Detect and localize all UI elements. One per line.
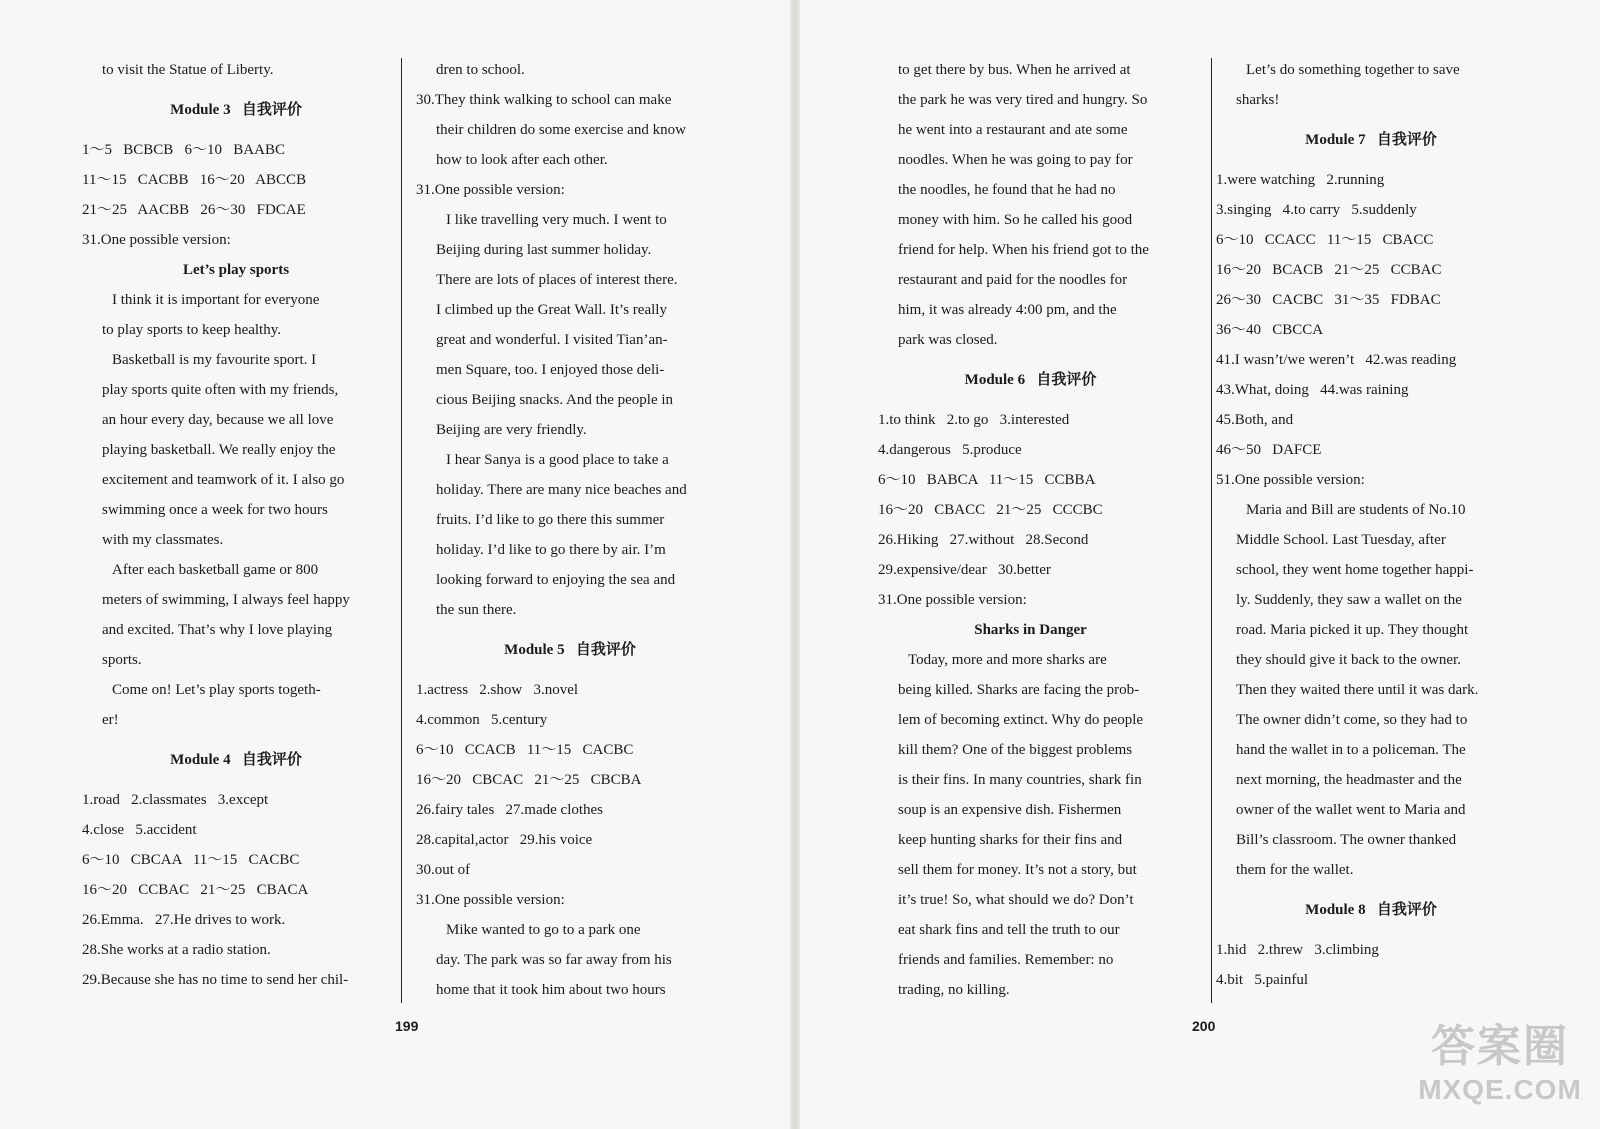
text-line: him, it was already 4:00 pm, and the (898, 302, 1117, 318)
text-line: soup is an expensive dish. Fishermen (898, 802, 1122, 818)
text-line: 26.fairy tales 27.made clothes (416, 802, 604, 818)
text-line: 4.close 5.accident (82, 822, 197, 838)
text-line: 16～20 BCACB 21～25 CCBAC (1216, 262, 1442, 278)
text-line: with my classmates. (102, 532, 224, 548)
text-line: 16～20 CCBAC 21～25 CBACA (82, 882, 309, 898)
text-line: their children do some exercise and know (436, 122, 686, 138)
text-line: I climbed up the Great Wall. It’s really (436, 302, 667, 318)
text-line: Bill’s classroom. The owner thanked (1236, 832, 1457, 848)
text-line: Middle School. Last Tuesday, after (1236, 532, 1446, 548)
text-line: 1.to think 2.to go 3.interested (878, 412, 1070, 428)
text-line: next morning, the headmaster and the (1236, 772, 1462, 788)
book-gutter (790, 0, 800, 1129)
watermark-logo (1410, 1021, 1590, 1121)
text-line: the noodles, he found that he had no (898, 182, 1116, 198)
text-line: I like travelling very much. I went to (446, 212, 667, 228)
page-number: 200 (1192, 1018, 1216, 1034)
text-line: After each basketball game or 800 (112, 562, 319, 578)
text-line: Beijing during last summer holiday. (436, 242, 652, 258)
text-line: fruits. I’d like to go there this summer (436, 512, 665, 528)
text-line: 30.out of (416, 862, 471, 878)
text-line: 6～10 CCACB 11～15 CACBC (416, 742, 634, 758)
text-line: hand the wallet in to a policeman. The (1236, 742, 1466, 758)
text-line: to visit the Statue of Liberty. (102, 62, 274, 78)
text-line: 26.Emma. 27.He drives to work. (82, 912, 286, 928)
text-line: There are lots of places of interest there. (436, 272, 678, 288)
text-line: 4.common 5.century (416, 712, 548, 728)
text-line: sell them for money. It’s not a story, but (898, 862, 1137, 878)
text-line: lem of becoming extinct. Why do people (898, 712, 1144, 728)
text-line: 45.Both, and (1216, 412, 1294, 428)
module-heading: Module 6 自我评价 (964, 372, 1097, 388)
text-line: excitement and teamwork of it. I also go (102, 472, 345, 488)
text-line: 31.One possible version: (82, 232, 231, 248)
module-heading: Module 8 自我评价 (1305, 902, 1437, 918)
text-line: 41.I wasn’t/we weren’t 42.was reading (1216, 352, 1457, 368)
text-line: meters of swimming, I always feel happy (102, 592, 350, 608)
essay-title: Let’s play sports (182, 262, 290, 278)
text-line: being killed. Sharks are facing the prob- (898, 682, 1140, 698)
module-heading: Module 7 自我评价 (1305, 132, 1437, 148)
column-divider (1211, 58, 1212, 1003)
text-line: Then they waited there until it was dark. (1236, 682, 1479, 698)
text-line: kill them? One of the biggest problems (898, 742, 1133, 758)
text-line: 1.actress 2.show 3.novel (416, 682, 579, 698)
watermark-line-2: MXQE.COM (1418, 1074, 1582, 1105)
text-line: restaurant and paid for the noodles for (898, 272, 1128, 288)
text-line: 16～20 CBACC 21～25 CCCBC (878, 502, 1103, 518)
text-line: is their fins. In many countries, shark fin (898, 772, 1142, 788)
text-line: playing basketball. We really enjoy the (102, 442, 336, 458)
right-column-2 (1216, 55, 1526, 995)
right-page (800, 0, 1600, 1129)
text-line: school, they went home together happi- (1236, 562, 1474, 578)
text-line: 6～10 CCACC 11～15 CBACC (1216, 232, 1434, 248)
text-line: 6～10 BABCA 11～15 CCBBA (878, 472, 1096, 488)
text-line: 31.One possible version: (416, 182, 565, 198)
text-line: 4.dangerous 5.produce (878, 442, 1022, 458)
text-line: the sun there. (436, 602, 517, 618)
text-line: how to look after each other. (436, 152, 608, 168)
text-line: Today, more and more sharks are (908, 652, 1107, 668)
text-line: 46～50 DAFCE (1216, 442, 1322, 458)
module-heading: Module 3 自我评价 (170, 102, 302, 118)
text-line: The owner didn’t come, so they had to (1236, 712, 1468, 728)
text-line: Let’s do something together to save (1246, 62, 1460, 78)
text-line: noodles. When he was going to pay for (898, 152, 1133, 168)
text-line: ly. Suddenly, they saw a wallet on the (1236, 592, 1462, 608)
text-line: eat shark fins and tell the truth to our (898, 922, 1120, 938)
text-line: holiday. There are many nice beaches and (436, 482, 687, 498)
page-number: 199 (395, 1018, 419, 1034)
text-line: them for the wallet. (1236, 862, 1354, 878)
text-line: 1.hid 2.threw 3.climbing (1216, 942, 1379, 958)
watermark-line-1: 答案圈 (1431, 1022, 1569, 1071)
text-line: men Square, too. I enjoyed those deli- (436, 362, 665, 378)
text-line: 51.One possible version: (1216, 472, 1365, 488)
module-heading: Module 5 自我评价 (504, 642, 636, 658)
text-line: 16～20 CBCAC 21～25 CBCBA (416, 772, 642, 788)
left-page (0, 0, 790, 1129)
text-line: day. The park was so far away from his (436, 952, 672, 968)
text-line: 6～10 CBCAA 11～15 CACBC (82, 852, 300, 868)
text-line: holiday. I’d like to go there by air. I’m (436, 542, 666, 558)
text-line: swimming once a week for two hours (102, 502, 328, 518)
text-line: home that it took him about two hours (436, 982, 666, 998)
text-line: keep hunting sharks for their fins and (898, 832, 1123, 848)
text-line: 1.were watching 2.running (1216, 172, 1385, 188)
text-line: they should give it back to the owner. (1236, 652, 1461, 668)
text-line: Beijing are very friendly. (436, 422, 587, 438)
text-line: friends and families. Remember: no (898, 952, 1114, 968)
text-line: 28.capital,actor 29.his voice (416, 832, 593, 848)
text-line: 4.bit 5.painful (1216, 972, 1309, 988)
text-line: I hear Sanya is a good place to take a (446, 452, 669, 468)
text-line: 36～40 CBCCA (1216, 322, 1324, 338)
text-line: friend for help. When his friend got to the (898, 242, 1149, 258)
text-line: Mike wanted to go to a park one (446, 922, 641, 938)
text-line: money with him. So he called his good (898, 212, 1133, 228)
text-line: an hour every day, because we all love (102, 412, 334, 428)
text-line: Maria and Bill are students of No.10 (1246, 502, 1466, 518)
text-line: 30.They think walking to school can make (416, 92, 672, 108)
text-line: 1～5 BCBCB 6～10 BAABC (82, 142, 285, 158)
right-column-1 (878, 55, 1183, 1005)
text-line: owner of the wallet went to Maria and (1236, 802, 1466, 818)
text-line: park was closed. (898, 332, 998, 348)
text-line: dren to school. (436, 62, 525, 78)
text-line: 3.singing 4.to carry 5.suddenly (1216, 202, 1417, 218)
text-line: looking forward to enjoying the sea and (436, 572, 676, 588)
column-divider (401, 58, 402, 1003)
text-line: 11～15 CACBB 16～20 ABCCB (82, 172, 307, 188)
text-line: it’s true! So, what should we do? Don’t (898, 892, 1134, 908)
text-line: 29.Because she has no time to send her chil- (82, 972, 349, 988)
left-column-1 (82, 55, 390, 995)
module-heading: Module 4 自我评价 (170, 752, 302, 768)
text-line: 31.One possible version: (416, 892, 565, 908)
text-line: to play sports to keep healthy. (102, 322, 281, 338)
text-line: great and wonderful. I visited Tian’an- (436, 332, 668, 348)
text-line: cious Beijing snacks. And the people in (436, 392, 674, 408)
text-line: 26～30 CACBC 31～35 FDBAC (1216, 292, 1441, 308)
text-line: road. Maria picked it up. They thought (1236, 622, 1469, 638)
text-line: he went into a restaurant and ate some (898, 122, 1128, 138)
text-line: trading, no killing. (898, 982, 1010, 998)
left-column-2 (416, 55, 724, 1005)
essay-title: Sharks in Danger (974, 622, 1087, 638)
text-line: and excited. That’s why I love playing (102, 622, 333, 638)
text-line: 21～25 AACBB 26～30 FDCAE (82, 202, 306, 218)
text-line: play sports quite often with my friends, (102, 382, 339, 398)
text-line: to get there by bus. When he arrived at (898, 62, 1131, 78)
text-line: Basketball is my favourite sport. I (112, 352, 317, 368)
text-line: 1.road 2.classmates 3.except (82, 792, 269, 808)
text-line: 26.Hiking 27.without 28.Second (878, 532, 1089, 548)
text-line: sharks! (1236, 92, 1280, 108)
text-line: sports. (102, 652, 142, 668)
text-line: 28.She works at a radio station. (82, 942, 271, 958)
text-line: I think it is important for everyone (112, 292, 320, 308)
text-line: the park he was very tired and hungry. So (898, 92, 1148, 108)
text-line: er! (102, 712, 119, 728)
text-line: Come on! Let’s play sports togeth- (112, 682, 321, 698)
text-line: 29.expensive/dear 30.better (878, 562, 1051, 578)
text-line: 31.One possible version: (878, 592, 1027, 608)
text-line: 43.What, doing 44.was raining (1216, 382, 1409, 398)
